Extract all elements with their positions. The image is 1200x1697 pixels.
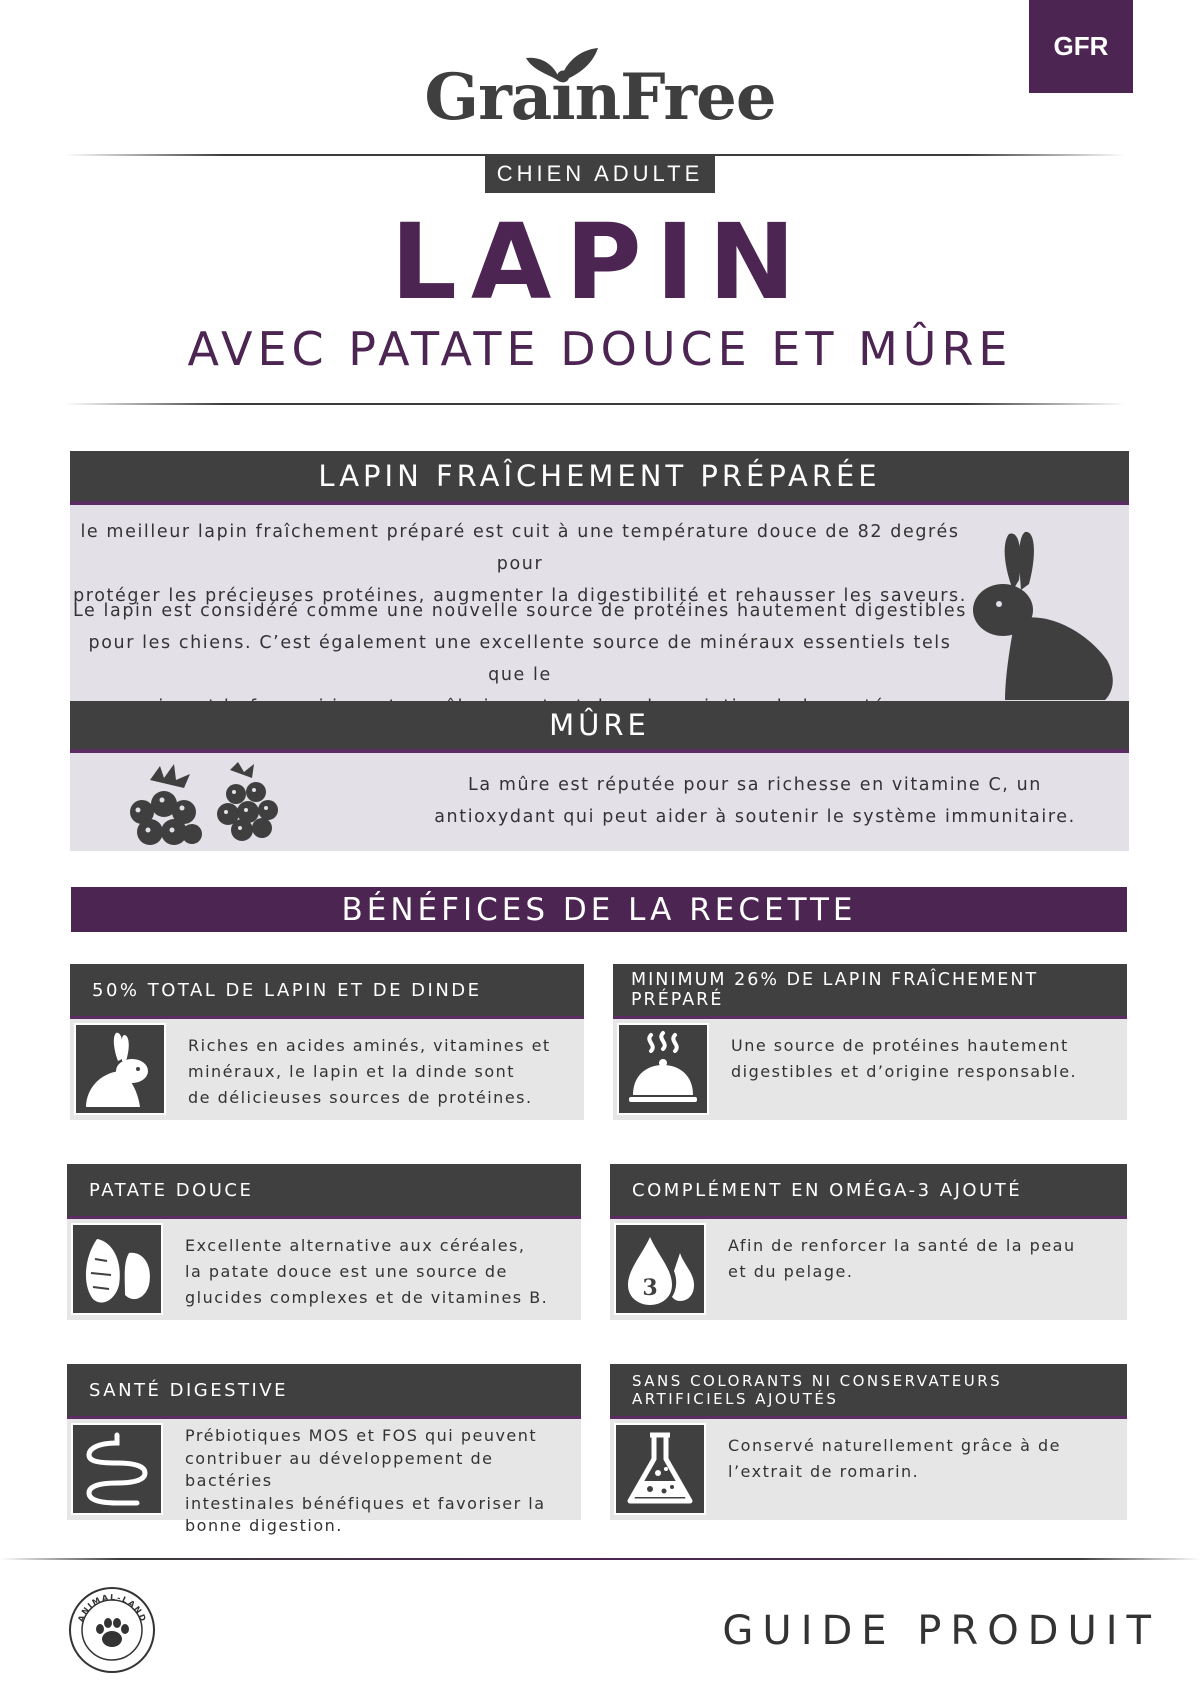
card-title: SANTÉ DIGESTIVE (67, 1364, 581, 1419)
card-text-line: Riches en acides aminés, vitamines et (188, 1036, 551, 1055)
product-code-badge: GFR (1029, 0, 1133, 93)
card-title: PATATE DOUCE (67, 1164, 581, 1219)
benefit-card-sweet-potato (67, 1164, 581, 1320)
animal-land-seal-icon (67, 1585, 157, 1675)
benefits-heading: BÉNÉFICES DE LA RECETTE (71, 887, 1127, 932)
card-title (610, 1364, 1127, 1419)
card-text-line: Une source de protéines hautement (731, 1036, 1069, 1055)
omega-label: 3 (642, 1275, 658, 1301)
benefit-card-rabbit (70, 964, 584, 1120)
card-text-line: la patate douce est une source de (185, 1262, 508, 1281)
card-text-line: minéraux, le lapin et la dinde sont (188, 1062, 516, 1081)
card-text-line: Conservé naturellement grâce à de (728, 1436, 1062, 1455)
card-text-line: de délicieuses sources de protéines. (188, 1088, 533, 1107)
blackberry-text-line-1: La mûre est réputée pour sa richesse en vitamine C, un (467, 775, 1042, 795)
benefit-card-omega3 (610, 1164, 1127, 1320)
section-heading-rabbit: LAPIN FRAÎCHEMENT PRÉPARÉE (70, 451, 1129, 505)
card-text-line: l’extrait de romarin. (728, 1462, 920, 1481)
card-text-line: glucides complexes et de vitamines B. (185, 1288, 549, 1307)
sweet-potato-icon (71, 1223, 163, 1315)
benefit-card-no-additives (610, 1364, 1127, 1520)
rabbit-icon (74, 1023, 166, 1115)
card-title: MINIMUM 26% DE LAPIN FRAÎCHEMENT PRÉPARÉ (613, 964, 1127, 1019)
title-rule (65, 403, 1125, 405)
card-text-line: contribuer au développement de bactéries (185, 1448, 494, 1490)
section-heading-blackberry: MÛRE (70, 701, 1129, 753)
rabbit-paragraph-2-line-2: pour les chiens. C’est également une excellente source de minéraux essentiels tels que le (88, 633, 952, 685)
card-text-line: digestibles et d’origine responsable. (731, 1062, 1078, 1081)
product-guide-label: GUIDE PRODUIT (722, 1608, 1160, 1654)
brand-logo-text: GrainFree (424, 60, 776, 135)
card-title: 50% TOTAL DE LAPIN ET DE DINDE (70, 964, 584, 1019)
omega-drops-icon (614, 1223, 706, 1315)
product-subtitle: AVEC PATATE DOUCE ET MÛRE (187, 322, 1013, 376)
benefit-card-digestive-health (67, 1364, 581, 1535)
rabbit-paragraph-2-line-1: Le lapin est considéré comme une nouvelle source de protéines hautement digestibles (72, 601, 967, 621)
card-text-line: Prébiotiques MOS et FOS qui peuvent (185, 1426, 538, 1445)
product-title: LAPIN (390, 201, 810, 323)
card-text-line: bonne digestion. (185, 1516, 343, 1535)
rabbit-paragraph-1-line-1: le meilleur lapin fraîchement préparé est cuit à une température douce de 82 degrés pour (80, 522, 960, 574)
footer-rule (0, 1558, 1200, 1560)
cloche-icon (617, 1023, 709, 1115)
card-text-line: et du pelage. (728, 1262, 854, 1281)
card-title: COMPLÉMENT EN OMÉGA-3 AJOUTÉ (610, 1164, 1127, 1219)
benefit-card-fresh-rabbit (613, 964, 1127, 1120)
blackberry-icon (120, 760, 290, 852)
intestine-icon (71, 1423, 163, 1515)
card-title-line-1: SANS COLORANTS NI CONSERVATEURS (632, 1372, 1003, 1390)
card-title-line-2: ARTIFICIELS AJOUTÉS (632, 1390, 839, 1408)
seal-text: ANIMAL-LAND (76, 1592, 149, 1624)
flask-icon (614, 1423, 706, 1515)
card-text-line: Afin de renforcer la santé de la peau (728, 1236, 1076, 1255)
rabbit-silhouette-icon (965, 530, 1120, 702)
rabbit-paragraph-1-line-2: protéger les précieuses protéines, augmenter la digestibilité et rehausser les saveurs. (73, 586, 967, 606)
blackberry-text-line-2: antioxydant qui peut aider à soutenir le système immunitaire. (434, 807, 1076, 827)
life-stage-tag: CHIEN ADULTE (485, 155, 715, 193)
card-text-line: Excellente alternative aux céréales, (185, 1236, 526, 1255)
card-text-line: intestinales bénéfiques et favoriser la (185, 1493, 546, 1513)
